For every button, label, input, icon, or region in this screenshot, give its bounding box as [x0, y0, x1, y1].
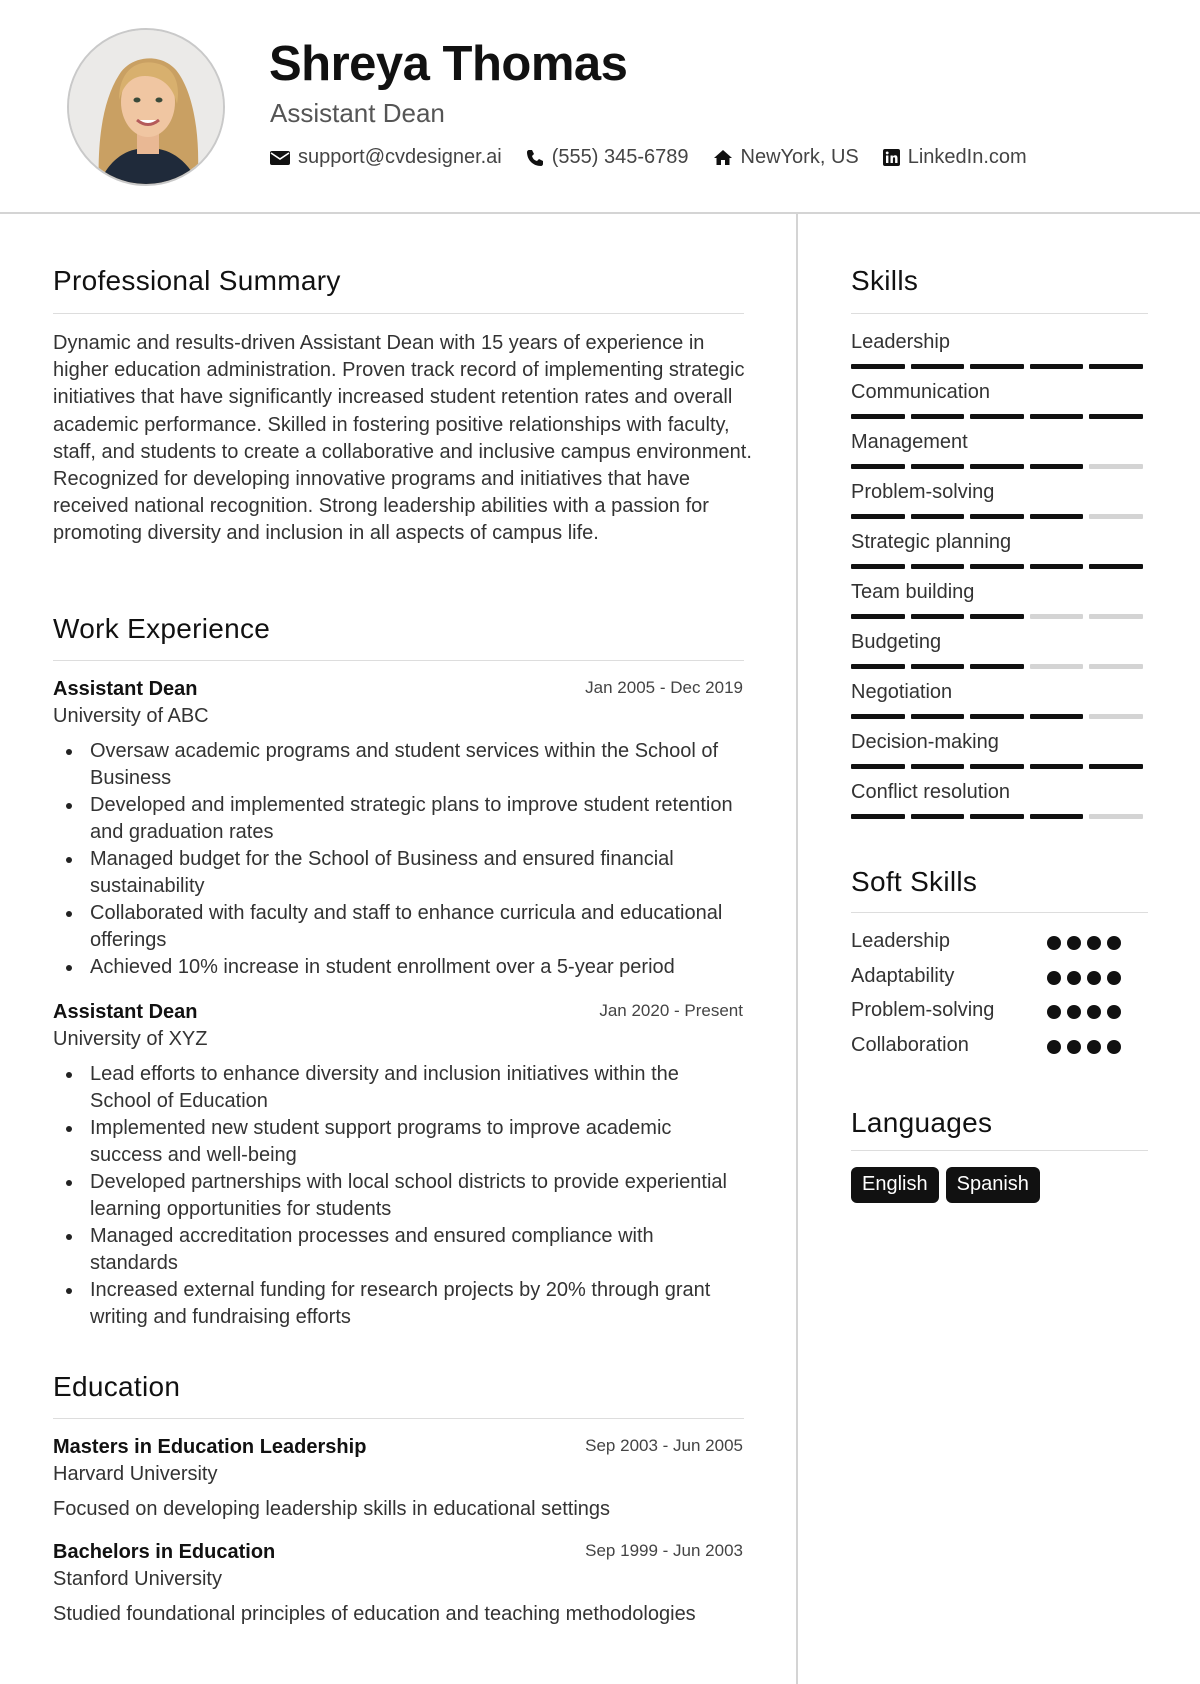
skill-item [851, 581, 1149, 619]
contact-phone[interactable] [526, 146, 689, 169]
skill-level-segment [1030, 414, 1084, 419]
contact-bar [270, 146, 1051, 169]
skill-level-segment [851, 414, 905, 419]
skill-item [851, 531, 1149, 569]
skill-level-segment [1030, 764, 1084, 769]
job-dates: Jan 2005 - Dec 2019 [585, 678, 743, 697]
language-tags [851, 1167, 1047, 1203]
column-divider [796, 214, 798, 1684]
rating-dot [1107, 936, 1121, 950]
skill-level-segment [911, 514, 965, 519]
skills-rule [851, 313, 1148, 314]
experience-rule [53, 660, 744, 661]
skill-level-segment [1089, 714, 1143, 719]
education-rule [53, 1418, 744, 1419]
contact-email-text: support@cvdesigner.ai [298, 146, 502, 168]
candidate-role: Assistant Dean [270, 98, 445, 128]
job-bullet: Achieved 10% increase in student enrollment over a 5-year period [53, 954, 743, 981]
rating-dot [1107, 1040, 1121, 1054]
soft-skill-name: Leadership [851, 930, 950, 952]
skill-item [851, 631, 1149, 669]
school-name: Stanford University [53, 1568, 222, 1590]
rating-dot [1047, 971, 1061, 985]
skill-level-segment [911, 564, 965, 569]
skill-level-segment [1089, 364, 1143, 369]
contact-email[interactable] [270, 146, 502, 169]
skill-level-bar [851, 714, 1149, 719]
skill-name: Leadership [851, 331, 950, 353]
skill-name: Negotiation [851, 681, 953, 703]
skill-level-segment [1030, 664, 1084, 669]
skill-level-segment [1030, 564, 1084, 569]
skill-level-segment [1030, 614, 1084, 619]
soft-skill-rating [1047, 971, 1127, 985]
rating-dot [1107, 971, 1121, 985]
skill-item [851, 731, 1149, 769]
skill-level-segment [851, 514, 905, 519]
skill-name: Problem-solving [851, 481, 995, 503]
job-entry [53, 678, 743, 981]
soft-skill-item [851, 930, 1151, 953]
skill-level-segment [970, 764, 1024, 769]
skill-level-segment [851, 364, 905, 369]
skill-level-segment [970, 564, 1024, 569]
resume-header [0, 0, 1200, 214]
skill-level-segment [851, 664, 905, 669]
skill-level-segment [1030, 814, 1084, 819]
skill-level-segment [1089, 664, 1143, 669]
summary-text: Dynamic and results-driven Assistant Dean with 15 years of experience in higher education administration. Proven track record of implementing strategic initiatives that have significantly increased student retention rates and overall academic performance. Skilled in fostering positive relationships with faculty, staff, and students to create a collaborative and inclusive campus environment. Recognized for developing innovative programs and initiatives that have received national recognition. Strong leadership abilities with a passion for promoting diversity and inclusion in all aspects of campus life. [53, 332, 752, 545]
job-bullet: Implemented new student support programs to improve academic success and well-being [53, 1115, 743, 1169]
portrait-image [69, 30, 225, 186]
rating-dot [1047, 1005, 1061, 1019]
profile-photo [67, 28, 225, 186]
skill-level-segment [851, 614, 905, 619]
job-entry [53, 1001, 743, 1331]
skill-level-segment [970, 814, 1024, 819]
experience-heading: Work Experience [53, 613, 271, 644]
skill-level-segment [1089, 464, 1143, 469]
skill-level-segment [851, 764, 905, 769]
soft-skill-rating [1047, 1040, 1127, 1054]
skill-name: Team building [851, 581, 975, 603]
rating-dot [1107, 1005, 1121, 1019]
skill-level-segment [911, 714, 965, 719]
skill-item [851, 381, 1149, 419]
job-title: Assistant Dean [53, 678, 198, 700]
job-organization: University of XYZ [53, 1028, 208, 1050]
summary-heading: Professional Summary [53, 265, 341, 296]
contact-linkedin[interactable] [883, 146, 1027, 169]
soft-skill-name: Problem-solving [851, 999, 995, 1021]
job-bullet: Developed partnerships with local school districts to provide experiential learning opportunities for students [53, 1169, 743, 1223]
soft-skill-rating [1047, 936, 1127, 950]
skill-level-segment [911, 414, 965, 419]
rating-dot [1067, 1005, 1081, 1019]
skill-level-segment [1089, 764, 1143, 769]
skill-level-segment [1030, 464, 1084, 469]
skill-level-segment [911, 764, 965, 769]
job-bullets [53, 738, 743, 981]
rating-dot [1087, 971, 1101, 985]
skill-level-segment [911, 364, 965, 369]
skill-level-segment [970, 464, 1024, 469]
languages-rule [851, 1150, 1148, 1151]
skill-level-bar [851, 664, 1149, 669]
skill-level-segment [851, 564, 905, 569]
skill-level-segment [911, 664, 965, 669]
skill-level-segment [851, 714, 905, 719]
skill-name: Decision-making [851, 731, 999, 753]
skill-name: Budgeting [851, 631, 942, 653]
job-bullets [53, 1061, 743, 1331]
skill-item [851, 431, 1149, 469]
soft-skills-heading: Soft Skills [851, 866, 978, 897]
education-dates: Sep 1999 - Jun 2003 [585, 1541, 743, 1560]
soft-skill-item [851, 1034, 1151, 1057]
education-description: Studied foundational principles of education and teaching methodologies [53, 1603, 696, 1625]
skill-level-segment [970, 414, 1024, 419]
rating-dot [1087, 1005, 1101, 1019]
job-bullet: Lead efforts to enhance diversity and inclusion initiatives within the School of Education [53, 1061, 743, 1115]
contact-location-text: NewYork, US [740, 146, 859, 168]
summary-rule [53, 313, 744, 314]
language-tag: English [851, 1167, 939, 1203]
skill-level-segment [1089, 514, 1143, 519]
skill-level-bar [851, 764, 1149, 769]
skill-name: Management [851, 431, 968, 453]
skill-level-segment [1030, 364, 1084, 369]
rating-dot [1067, 971, 1081, 985]
skill-level-bar [851, 564, 1149, 569]
soft-skills-rule [851, 912, 1148, 913]
school-name: Harvard University [53, 1463, 218, 1485]
education-entry [53, 1436, 743, 1521]
rating-dot [1047, 936, 1061, 950]
skill-item [851, 331, 1149, 369]
skill-level-segment [851, 814, 905, 819]
envelope-icon [270, 150, 290, 166]
skill-level-bar [851, 414, 1149, 419]
rating-dot [1087, 936, 1101, 950]
skill-level-segment [970, 714, 1024, 719]
linkedin-icon [883, 149, 900, 166]
skill-level-segment [1030, 514, 1084, 519]
skills-heading: Skills [851, 265, 919, 296]
skill-level-segment [1089, 414, 1143, 419]
job-bullet: Developed and implemented strategic plans to improve student retention and graduation rates [53, 792, 743, 846]
skill-level-segment [1089, 814, 1143, 819]
skill-item [851, 481, 1149, 519]
skill-level-segment [911, 464, 965, 469]
skill-name: Communication [851, 381, 990, 403]
soft-skill-rating [1047, 1005, 1127, 1019]
rating-dot [1047, 1040, 1061, 1054]
job-organization: University of ABC [53, 705, 209, 727]
skill-level-bar [851, 614, 1149, 619]
contact-linkedin-text: LinkedIn.com [907, 146, 1027, 168]
skill-level-segment [970, 514, 1024, 519]
contact-phone-text: (555) 345-6789 [551, 146, 689, 168]
skill-level-segment [970, 614, 1024, 619]
skill-level-bar [851, 464, 1149, 469]
skill-level-segment [1089, 614, 1143, 619]
job-bullet: Collaborated with faculty and staff to enhance curricula and educational offerings [53, 900, 743, 954]
rating-dot [1087, 1040, 1101, 1054]
education-description: Focused on developing leadership skills in educational settings [53, 1498, 611, 1520]
skill-item [851, 681, 1149, 719]
education-entry [53, 1541, 743, 1626]
job-bullet: Managed budget for the School of Business and ensured financial sustainability [53, 846, 743, 900]
phone-icon [526, 149, 544, 167]
contact-location[interactable] [713, 146, 859, 169]
home-icon [713, 149, 733, 166]
skill-level-segment [1030, 714, 1084, 719]
rating-dot [1067, 1040, 1081, 1054]
education-heading: Education [53, 1371, 181, 1402]
soft-skill-item [851, 965, 1151, 988]
candidate-name: Shreya Thomas [269, 37, 628, 91]
job-bullet: Increased external funding for research projects by 20% through grant writing and fundraising efforts [53, 1277, 743, 1331]
skill-item [851, 781, 1149, 819]
language-tag: Spanish [946, 1167, 1040, 1203]
languages-heading: Languages [851, 1107, 993, 1138]
skill-level-bar [851, 814, 1149, 819]
job-title: Assistant Dean [53, 1001, 198, 1023]
job-bullet: Oversaw academic programs and student services within the School of Business [53, 738, 743, 792]
skill-level-segment [911, 614, 965, 619]
job-dates: Jan 2020 - Present [599, 1001, 743, 1020]
skill-name: Strategic planning [851, 531, 1012, 553]
rating-dot [1067, 936, 1081, 950]
skill-level-segment [970, 364, 1024, 369]
job-bullet: Managed accreditation processes and ensured compliance with standards [53, 1223, 743, 1277]
skill-level-segment [911, 814, 965, 819]
skill-level-segment [851, 464, 905, 469]
soft-skill-item [851, 999, 1151, 1022]
soft-skill-name: Collaboration [851, 1033, 969, 1056]
skill-level-bar [851, 364, 1149, 369]
skill-level-segment [970, 664, 1024, 669]
skill-name: Conflict resolution [851, 781, 1010, 803]
soft-skill-name: Adaptability [851, 964, 955, 987]
skill-level-segment [1089, 564, 1143, 569]
degree-title: Bachelors in Education [53, 1541, 276, 1563]
degree-title: Masters in Education Leadership [53, 1436, 367, 1458]
skill-level-bar [851, 514, 1149, 519]
education-dates: Sep 2003 - Jun 2005 [585, 1436, 743, 1455]
